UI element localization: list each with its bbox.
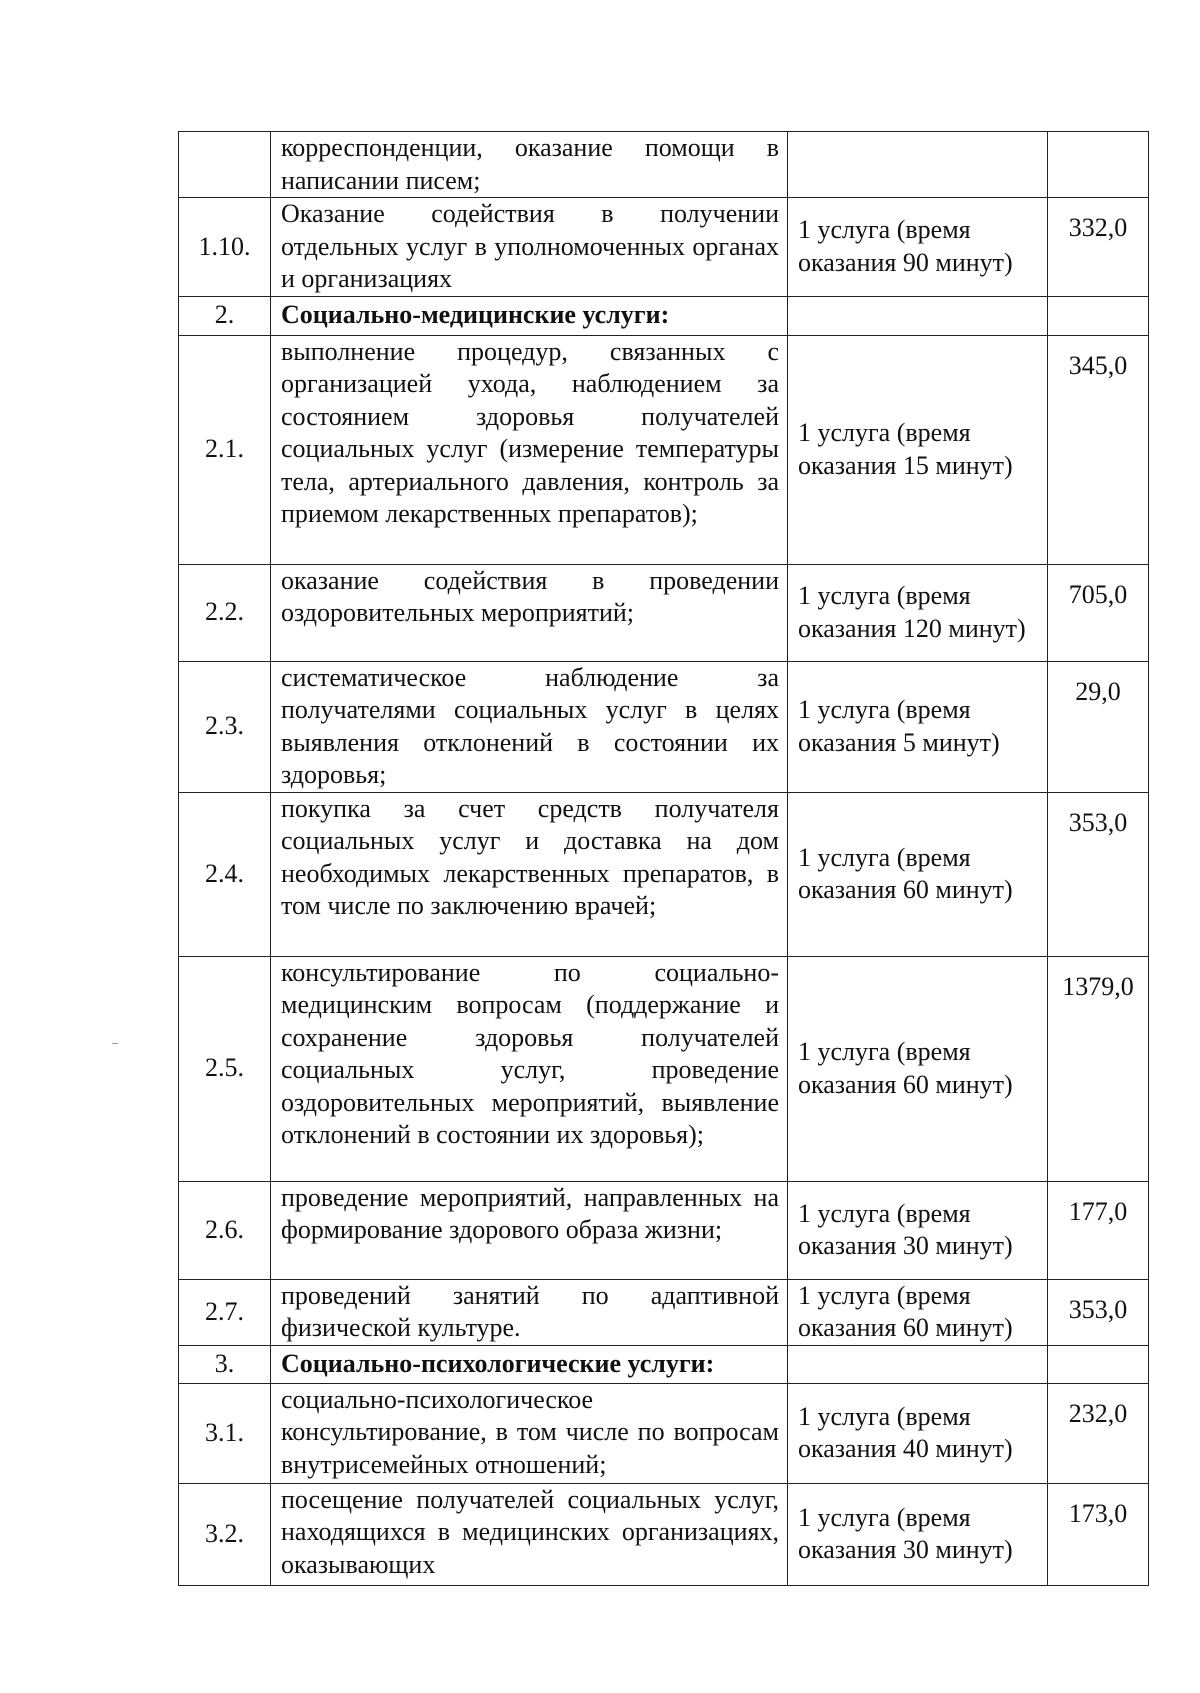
service-name: корреспонденции, оказание помощи в написании писем; <box>271 132 788 198</box>
service-name: систематическое наблюдение за получателями социальных услуг в целях выявления отклонений в состоянии их здоровья; <box>271 661 788 792</box>
service-name: посещение получателей социальных услуг, находящихся в медицинских организациях, оказывающих <box>271 1483 788 1585</box>
row-number: 3.2. <box>179 1483 271 1585</box>
service-name: выполнение процедур, связанных с организацией ухода, наблюдением за состоянием здоровья получателей социальных услуг (измерение температуры тела, артериального давления, контроль за приемом лекарственных препаратов); <box>271 335 788 564</box>
service-price: 1379,0 <box>1048 956 1149 1181</box>
service-name: оказание содействия в проведении оздоровительных мероприятий; <box>271 564 788 661</box>
service-price <box>1048 296 1149 335</box>
table-row <box>179 792 1149 956</box>
service-name: социально-психологическое консультирование, в том числе по вопросам внутрисемейных отношений; <box>271 1383 788 1483</box>
service-price: 353,0 <box>1048 1279 1149 1345</box>
service-price: 29,0 <box>1048 661 1149 792</box>
service-unit: 1 услуга (время оказания 60 минут) <box>788 956 1048 1181</box>
table-row <box>179 1181 1149 1279</box>
service-price <box>1048 1345 1149 1383</box>
section-title: Социально-медицинские услуги: <box>271 296 788 335</box>
table-row <box>179 661 1149 792</box>
table-row <box>179 956 1149 1181</box>
table-row <box>179 1279 1149 1345</box>
service-unit: 1 услуга (время оказания 120 минут) <box>788 564 1048 661</box>
service-price: 232,0 <box>1048 1383 1149 1483</box>
service-name: проведений занятий по адаптивной физической культуре. <box>271 1279 788 1345</box>
service-unit: 1 услуга (время оказания 30 минут) <box>788 1181 1048 1279</box>
service-name: Оказание содействия в получении отдельных услуг в уполномоченных органах и организациях <box>271 198 788 297</box>
row-number: 2.1. <box>179 335 271 564</box>
service-unit: 1 услуга (время оказания 5 минут) <box>788 661 1048 792</box>
table-row <box>179 198 1149 297</box>
section-row <box>179 1345 1149 1383</box>
row-number: 2.4. <box>179 792 271 956</box>
service-name: проведение мероприятий, направленных на формирование здорового образа жизни; <box>271 1181 788 1279</box>
service-unit: 1 услуга (время оказания 60 минут) <box>788 792 1048 956</box>
section-number: 3. <box>179 1345 271 1383</box>
table-row <box>179 1383 1149 1483</box>
service-price: 173,0 <box>1048 1483 1149 1585</box>
service-name: консультирование по социально-медицинским вопросам (поддержание и сохранение здоровья получателей социальных услуг, проведение оздоровительных мероприятий, выявление отклонений в состоянии их здоровья); <box>271 956 788 1181</box>
scan-mark <box>112 1043 118 1044</box>
section-number: 2. <box>179 296 271 335</box>
row-number: 3.1. <box>179 1383 271 1483</box>
row-number: 1.10. <box>179 198 271 297</box>
table-row <box>179 132 1149 198</box>
table-row <box>179 564 1149 661</box>
service-price: 177,0 <box>1048 1181 1149 1279</box>
service-price: 345,0 <box>1048 335 1149 564</box>
table-row <box>179 1483 1149 1585</box>
row-number <box>179 132 271 198</box>
service-price: 705,0 <box>1048 564 1149 661</box>
service-unit <box>788 1345 1048 1383</box>
table-row <box>179 335 1149 564</box>
service-unit: 1 услуга (время оказания 90 минут) <box>788 198 1048 297</box>
row-number: 2.3. <box>179 661 271 792</box>
service-unit: 1 услуга (время оказания 60 минут) <box>788 1279 1048 1345</box>
row-number: 2.2. <box>179 564 271 661</box>
section-row <box>179 296 1149 335</box>
row-number: 2.5. <box>179 956 271 1181</box>
row-number: 2.6. <box>179 1181 271 1279</box>
service-unit: 1 услуга (время оказания 30 минут) <box>788 1483 1048 1585</box>
service-unit <box>788 132 1048 198</box>
service-unit <box>788 296 1048 335</box>
row-number: 2.7. <box>179 1279 271 1345</box>
service-unit: 1 услуга (время оказания 40 минут) <box>788 1383 1048 1483</box>
service-price <box>1048 132 1149 198</box>
service-unit: 1 услуга (время оказания 15 минут) <box>788 335 1048 564</box>
services-price-table <box>178 131 1149 1586</box>
section-title: Социально-психологические услуги: <box>271 1345 788 1383</box>
service-name: покупка за счет средств получателя социальных услуг и доставка на дом необходимых лекарственных препаратов, в том числе по заключению врачей; <box>271 792 788 956</box>
service-price: 353,0 <box>1048 792 1149 956</box>
service-price: 332,0 <box>1048 198 1149 297</box>
